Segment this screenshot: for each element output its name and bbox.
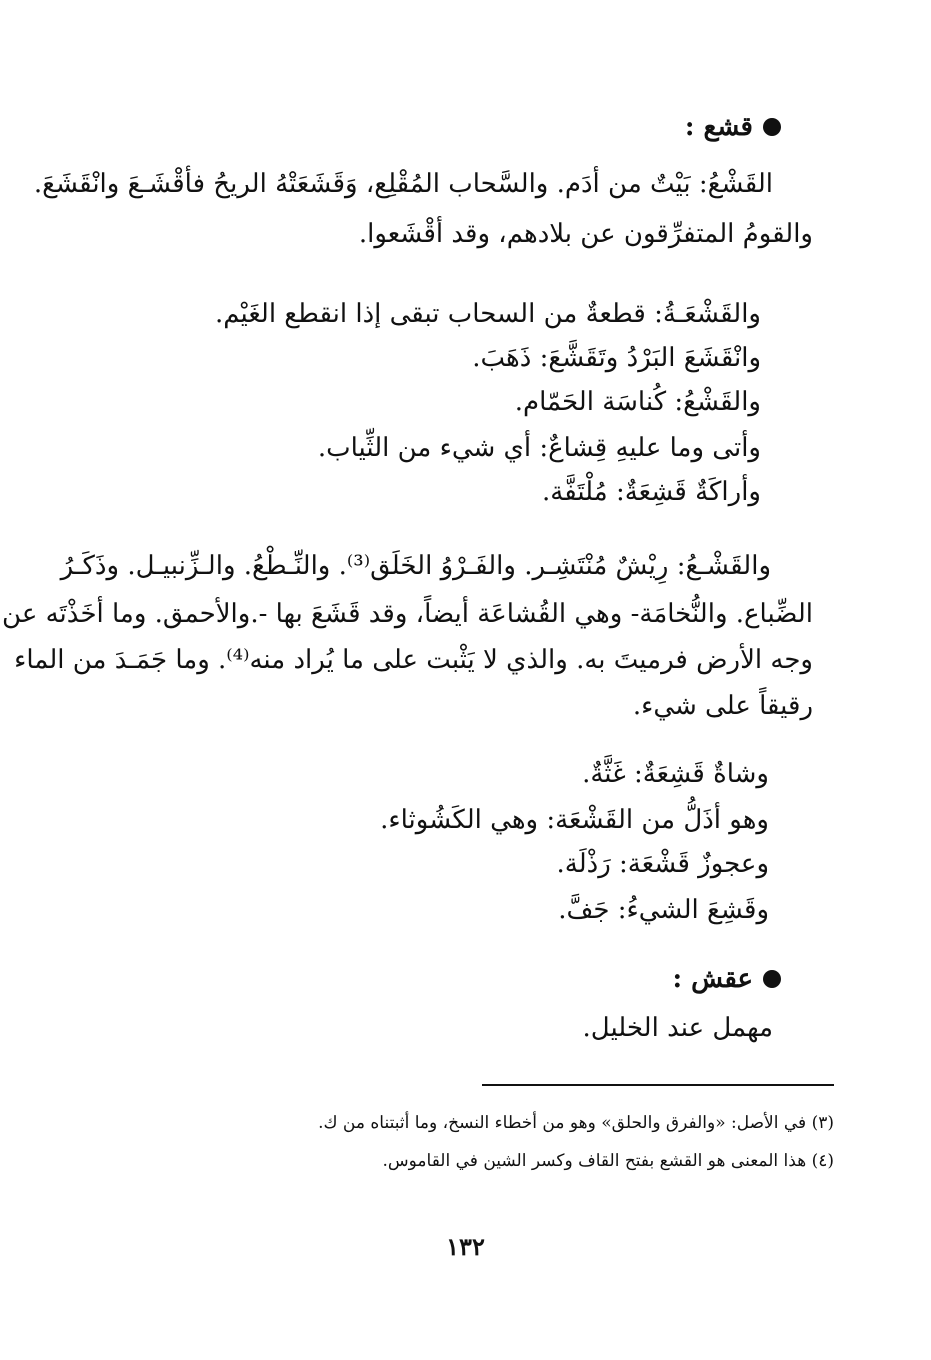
list1-item-4: وأتى وما عليهِ قِشاعٌ: أي شيء من الثِّياب. — [317, 433, 761, 463]
footnote-3: (٣) في الأصل: «والفرق والحلق» وهو من أخطاء النسخ، وما أثبتناه من ك. — [318, 1113, 834, 1133]
para1-line-1: القَشْعُ: بَيْتٌ من أدَم. والسَّحاب المُقْلِع، وَقَشَعَتْهُ الريحُ فأقْشَـعَ وانْقَشَعَ. — [33, 169, 773, 199]
list1-item-2: وانْقَشَعَ البَرْدُ وتَقَشَّعَ: ذَهَبَ. — [472, 343, 761, 373]
page-number: ١٣٢ — [446, 1232, 485, 1261]
entry-heading-3qsh — [673, 964, 781, 994]
para2-line-1: والقَشْـعُ: رِيْشٌ مُنْتَشِـر. والفَـرْوُ الخَلَق⁽³⁾. والنِّـطْعُ. والـزِّنبيـل. وذَكَـرُ — [60, 551, 771, 581]
list2-item-3: وعجوزٌ قَشْعَة: رَذْلَة. — [556, 849, 769, 879]
footnote-divider — [482, 1084, 834, 1086]
list2-item-1: وشاةٌ قَشِعَةٌ: غَثَّةٌ. — [582, 759, 769, 789]
footnote-4: (٤) هذا المعنى هو القشع بفتح القاف وكسر الشين في القاموس. — [382, 1151, 834, 1171]
bullet-icon — [763, 118, 781, 136]
heading-text: عقش : — [672, 964, 753, 994]
para1-line-2: والقومُ المتفرِّقون عن بلادهم، وقد أقْشَعوا. — [358, 219, 813, 249]
entry-heading-qsh3 — [685, 112, 781, 142]
bullet-icon — [763, 970, 781, 988]
list2-item-4: وقَشِعَ الشيءُ: جَفَّ. — [558, 895, 769, 925]
list2-item-2: وهو أذَلُّ من القَشْعَة: وهي الكَشُوثاء. — [380, 805, 769, 835]
mohmal-note: مهمل عند الخليل. — [582, 1013, 773, 1043]
heading-text: قشع : — [684, 112, 753, 142]
para2-line-4: رقيقاً على شيء. — [632, 691, 813, 721]
list1-item-1: والقَشْعَـةُ: قطعةٌ من السحاب تبقى إذا انقطع الغَيْم. — [214, 299, 761, 329]
para2-line-3: وجه الأرض فرميتَ به. والذي لا يَثْبت على ما يُراد منه⁽⁴⁾. وما جَمَـدَ من الماء — [14, 645, 813, 675]
list1-item-5: وأراكَةٌ قَشِعَةٌ: مُلْتَفَّة. — [541, 477, 761, 507]
list1-item-3: والقَشْعُ: كُناسَة الحَمّام. — [514, 387, 761, 417]
para2-line-2: الضِّباع. والنُّخامَة- وهي القُشاعَة أيضاً، وقد قَشَعَ بها -.والأحمق. وما أخَذْتَه عن — [2, 599, 813, 629]
